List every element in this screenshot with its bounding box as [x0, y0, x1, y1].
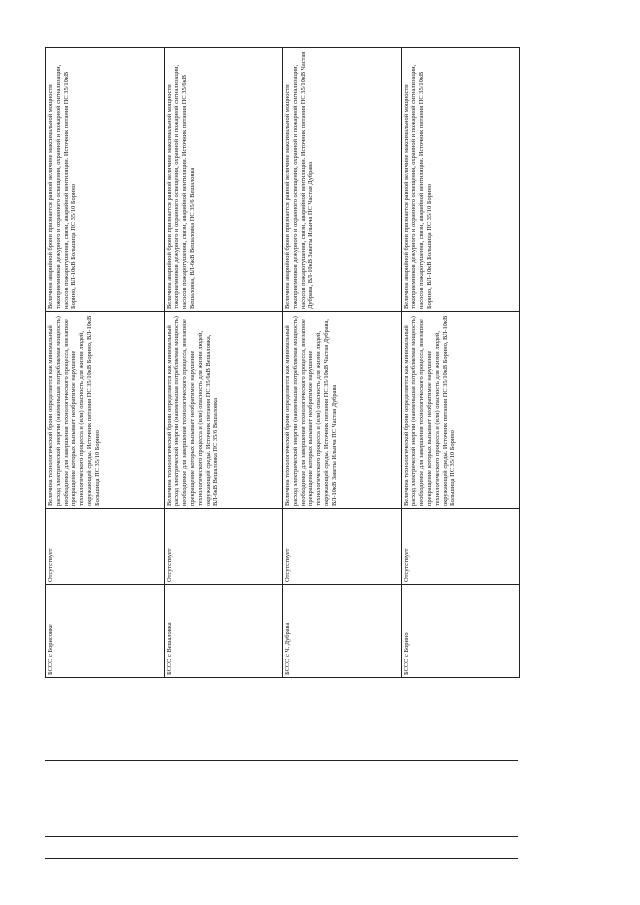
facility-name-cell: БССС с Вешаловка	[164, 585, 283, 678]
table-row	[164, 48, 283, 678]
status-cell: Отсутствует	[164, 509, 283, 585]
facility-name-cell: БССС с Борино	[401, 585, 520, 678]
rotated-table-page	[45, 48, 520, 678]
technological-reserve-cell: Величина технологической брони определяется как минимальный расход электрической энергии (наименьшая потребляемая мощность) необходимое для завершения технологического процесса, внезапное прекращение которых вызывает необратимое нарушение технологического процесса и (или) опасность для жизни людей, окружающей среды. Источник питания ПС 35/10кВ Борино, ВЛ-10кВ Большица ПС 35/10 Борино	[46, 312, 165, 509]
status-cell: Отсутствует	[401, 509, 520, 585]
emergency-reserve-cell: Величина аварийной брони признается равной величине максимальной мощности токоприемников дежурного и охранного освещения, охранной и пожарной сигнализации, насосов пожаротушения, связи, аварийной вентиляции. Источник питания ПС 35/10кВ Частая Дубрава, ВЛ-10кВ Заветы Ильича ПС Частая Дубрава	[283, 48, 402, 312]
emergency-reserve-cell: Величина аварийной брони признается равной величине максимальной мощности токоприемников дежурного и охранного освещения, охранной и пожарной сигнализации, насосов пожаротушения, связи, аварийной вентиляции. Источник питания ПС 35/10кВ Борино, ВЛ-10кВ Большица ПС 35/10 Борино	[46, 48, 165, 312]
table-row	[46, 48, 165, 678]
footer-rule	[45, 836, 518, 837]
technological-reserve-cell: Величина технологической брони определяется как минимальный расход электрической энергии (наименьшая потребляемая мощность) необходимое для завершения технологического процесса, внезапное прекращение которых вызывает необратимое нарушение технологического процесса и (или) опасность для жизни людей, окружающей среды. Источник питания ПС 35/6кВ Вешаловка, ВЛ-6кВ Вешаловка ПС 35/6 Вешаловка	[164, 312, 283, 509]
technological-reserve-cell: Величина технологической брони определяется как минимальный расход электрической энергии (наименьшая потребляемая мощность) необходимое для завершения технологического процесса, внезапное прекращение которых вызывает необратимое нарушение технологического процесса и (или) опасность для жизни людей, окружающей среды. Источник питания ПС 35/10кВ Борино, ВЛ-10кВ Большица ПС 35/10 Борино	[401, 312, 520, 509]
status-cell: Отсутствует	[283, 509, 402, 585]
power-reserve-table	[45, 47, 520, 678]
footer-rule	[45, 760, 518, 761]
facility-name-cell: БССС с Борисовке	[46, 585, 165, 678]
table-row	[401, 48, 520, 678]
footer-rule	[45, 858, 518, 859]
status-cell: Отсутствует	[46, 509, 165, 585]
emergency-reserve-cell: Величина аварийной брони признается равной величине максимальной мощности токоприемников дежурного и охранного освещения, охранной и пожарной сигнализации, насосов пожаротушения, связи, аварийной вентиляции. Источник питания ПС 35/6кВ Вешаловка, ВЛ-6кВ Вешаловка ПС 35/6 Вешаловка	[164, 48, 283, 312]
facility-name-cell: БССС с Ч. Дубрава	[283, 585, 402, 678]
table-row	[283, 48, 402, 678]
technological-reserve-cell: Величина технологической брони определяется как минимальный расход электрической энергии (наименьшая потребляемая мощность) необходимое для завершения технологического процесса, внезапное прекращение которых вызывает необратимое нарушение технологического процесса и (или) опасность для жизни людей, окружающей среды. Источник питания ПС 35/10кВ Частая Дубрава, ВЛ-10кВ Заветы Ильича ПС Частая Дубрава	[283, 312, 402, 509]
emergency-reserve-cell: Величина аварийной брони признается равной величине максимальной мощности токоприемников дежурного и охранного освещения, охранной и пожарной сигнализации, насосов пожаротушения, связи, аварийной вентиляции. Источник питания ПС 35/10кВ Борино, ВЛ-10кВ Большица ПС 35/10 Борино	[401, 48, 520, 312]
